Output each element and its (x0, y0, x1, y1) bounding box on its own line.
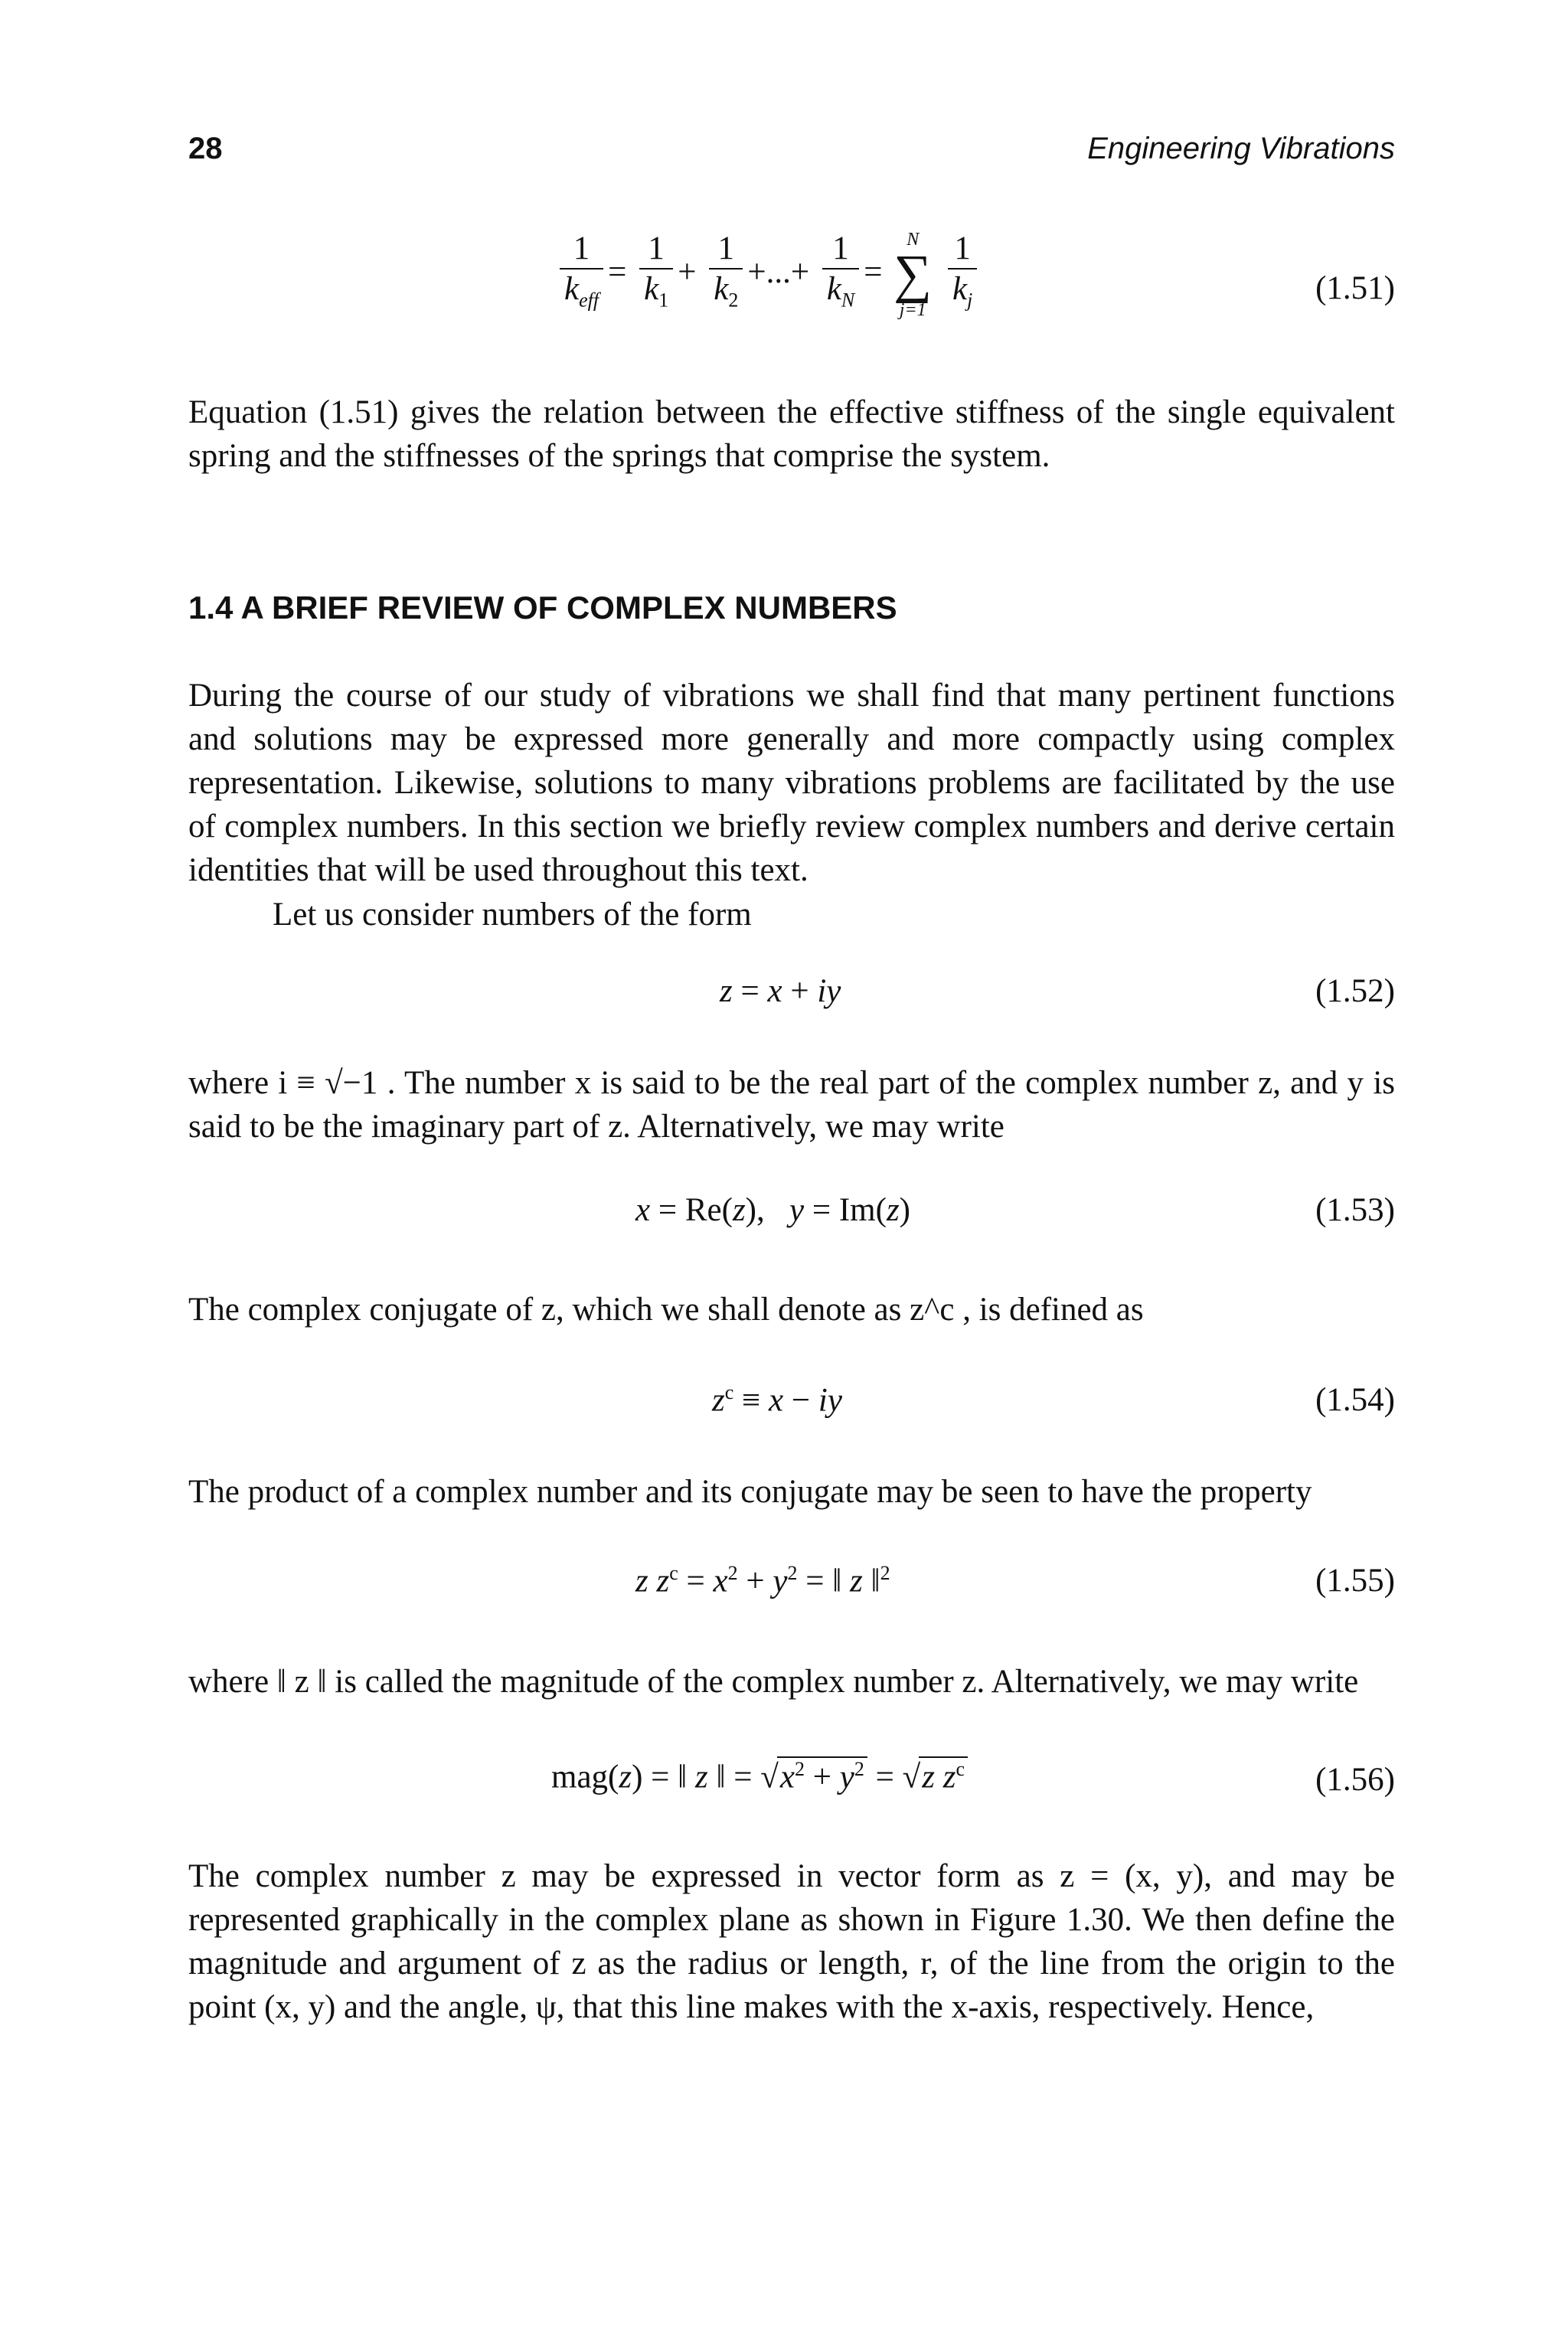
equation-number-1-53: (1.53) (1315, 1192, 1395, 1228)
page-number: 28 (188, 132, 223, 165)
paragraph-3-wrap (188, 893, 1395, 936)
section-heading: 1.4 A BRIEF REVIEW OF COMPLEX NUMBERS (188, 590, 897, 626)
equation-1-55: z $z^c = x^2 + y^2$ = ‖ z ‖$^2$ (635, 1562, 890, 1599)
equation-number-1-55: (1.55) (1315, 1563, 1395, 1599)
equation-1-51: $\frac{1}{k_{eff}}$ = $\frac{1}{k_1}$ + $\frac{1}{k_2}$ +...+ $\frac{1}{k_N}$ = N ∑ j=1 $\frac{1}{k_j}$ (555, 230, 982, 321)
running-title: Engineering Vibrations (1087, 132, 1395, 165)
equation-1-52: z = x + iy (720, 973, 841, 1009)
equation-number-1-51: (1.51) (1315, 270, 1395, 306)
paragraph-6: The product of a complex number and its conjugate may be seen to have the property (188, 1474, 1312, 1510)
paragraph-2: During the course of our study of vibrations we shall find that many pertinent functions and solutions may be expressed more generally and more compactly using complex representation. Likewise, solutions to many vibrations problems are facilitated by the use of complex numbers. In this section we briefly review complex numbers and derive certain identities that will be used throughout this text. (188, 678, 1395, 888)
equation-1-56: mag(z) = ‖ z ‖ = $√x^2 + y^2 = √z$ $z^c$ (551, 1756, 968, 1795)
equation-number-1-54: (1.54) (1315, 1382, 1395, 1418)
paragraph-1: Equation (1.51) gives the relation between the effective stiffness of the single equivalent spring and the stiffnesses of the springs that comprise the system. (188, 394, 1395, 474)
equation-number-1-56: (1.56) (1315, 1762, 1395, 1798)
equation-number-1-52: (1.52) (1315, 973, 1395, 1009)
paragraph-8: The complex number z may be expressed in vector form as z = (x, y), and may be represented graphically in the complex plane as shown in Figure 1.30. We then define the magnitude and argument of z as the radius or length, r, of the line from the origin to the point (x, y) and the angle, ψ, that this line makes with the x-axis, respectively. Hence, (188, 1858, 1395, 2025)
equation-1-54: $z^c \equiv x$ − iy (712, 1381, 842, 1419)
paragraph-7: where ‖ z ‖ is called the magnitude of the complex number z. Alternatively, we may write (188, 1664, 1359, 1700)
paragraph-3: Let us consider numbers of the form (273, 897, 752, 933)
paragraph-4: where i ≡ √−1 . The number x is said to be the real part of the complex number z, and y is said to be the imaginary part of z. Alternatively, we may write (188, 1065, 1395, 1145)
equation-1-53: x = Re(z), y = Im(z) (635, 1192, 910, 1228)
paragraph-5: The complex conjugate of z, which we shall denote as z^c , is defined as (188, 1292, 1144, 1328)
